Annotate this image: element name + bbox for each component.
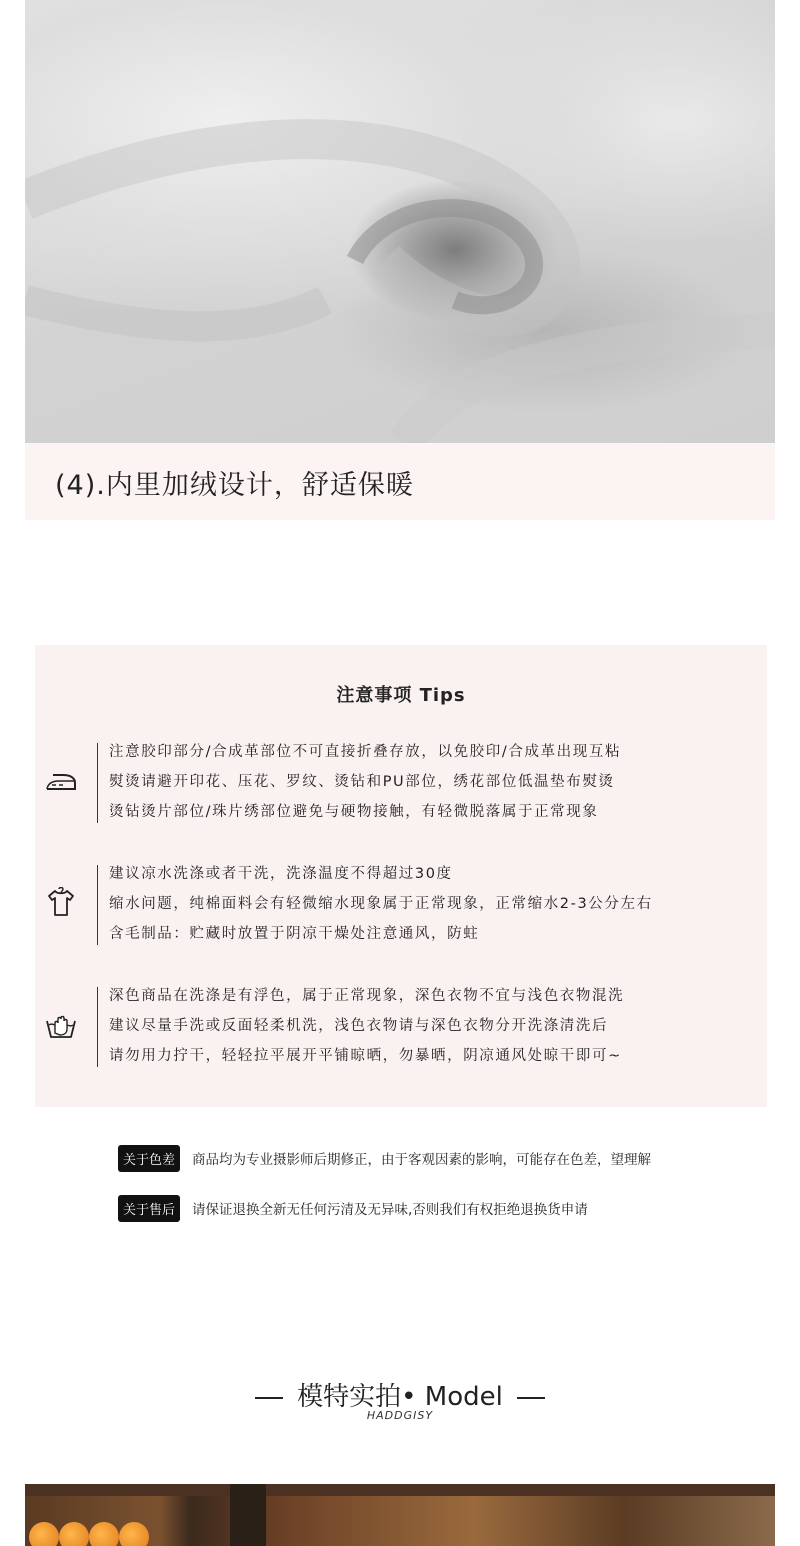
note-label: 关于色差 (118, 1145, 180, 1172)
photo-orange (29, 1522, 59, 1546)
model-photo (25, 1484, 775, 1546)
tip-line: 缩水问题，纯棉面料会有轻微缩水现象属于正常现象，正常缩水2-3公分左右 (109, 896, 653, 912)
tip-lines (109, 859, 653, 949)
photo-post (230, 1484, 266, 1546)
photo-beam (25, 1484, 775, 1496)
title-dash-left (255, 1397, 283, 1399)
care-tips-panel (35, 645, 767, 1107)
tip-line: 烫钻烫片部位/珠片绣部位避免与硬物接触，有轻微脱落属于正常现象 (109, 804, 599, 820)
note-color-difference (118, 1145, 651, 1171)
note-after-sales (118, 1195, 588, 1221)
iron-icon (45, 765, 77, 797)
photo-orange (119, 1522, 149, 1546)
fabric-caption-bar (25, 443, 775, 520)
tip-line: 注意胶印部分/合成革部位不可直接折叠存放，以免胶印/合成革出现互粘 (109, 744, 622, 760)
hand-wash-icon (45, 1009, 77, 1041)
tip-lines (109, 737, 621, 827)
photo-orange (59, 1522, 89, 1546)
tip-group-washing (45, 865, 755, 955)
tip-divider (97, 987, 98, 1067)
note-label: 关于售后 (118, 1195, 180, 1222)
tips-title: 注意事项 Tips (336, 685, 466, 706)
tip-divider (97, 743, 98, 823)
tip-line: 深色商品在洗涤是有浮色，属于正常现象，深色衣物不宜与浅色衣物混洗 (109, 988, 625, 1004)
fabric-photo (25, 0, 775, 443)
model-section-title (0, 1376, 800, 1413)
note-text: 商品均为专业摄影师后期修正，由于客观因素的影响，可能存在色差，望理解 (192, 1152, 652, 1168)
tip-divider (97, 865, 98, 945)
tip-line: 建议凉水洗涤或者干洗，洗涤温度不得超过30度 (109, 866, 453, 882)
tip-group-handwash (45, 987, 755, 1077)
tip-group-ironing (45, 743, 755, 833)
tip-line: 熨烫请避开印花、压花、罗纹、烫钻和PU部位，绣花部位低温垫布熨烫 (109, 774, 615, 790)
title-dash-right (517, 1397, 545, 1399)
tip-line: 建议尽量手洗或反面轻柔机洗，浅色衣物请与深色衣物分开洗涤清洗后 (109, 1018, 609, 1034)
fabric-caption: (4).内里加绒设计，舒适保暖 (55, 470, 414, 501)
model-title-text: 模特实拍• Model (297, 1382, 503, 1412)
note-text: 请保证退换全新无任何污清及无异味,否则我们有权拒绝退换货申请 (192, 1202, 588, 1218)
model-section-subtitle: HADDGISY (366, 1409, 434, 1422)
shirt-icon (45, 887, 77, 919)
tip-line: 请勿用力拧干，轻轻拉平展开平铺晾晒，勿暴晒，阴凉通风处晾干即可~ (109, 1048, 622, 1064)
fabric-fold-shading (25, 0, 775, 443)
tip-lines (109, 981, 624, 1071)
photo-orange (89, 1522, 119, 1546)
tip-line: 含毛制品：贮藏时放置于阴凉干燥处注意通风，防蛀 (109, 926, 480, 942)
